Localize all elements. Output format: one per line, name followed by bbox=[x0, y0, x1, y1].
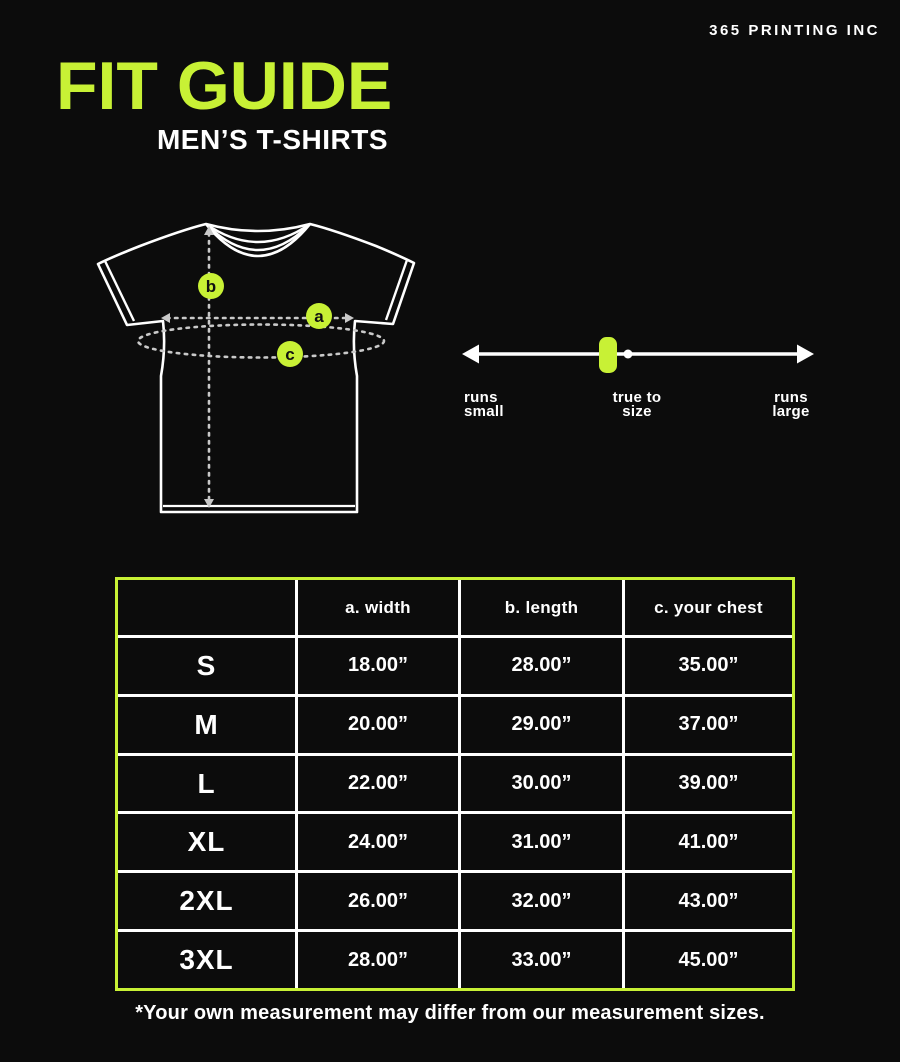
size-label: 3XL bbox=[118, 932, 295, 988]
length-value: 28.00” bbox=[461, 638, 622, 694]
fit-scale-dot bbox=[624, 350, 633, 359]
tshirt-diagram bbox=[78, 198, 430, 533]
size-chart-table bbox=[115, 577, 795, 991]
column-header-chest: c. your chest bbox=[625, 580, 792, 635]
width-value: 18.00” bbox=[298, 638, 458, 694]
width-value: 24.00” bbox=[298, 814, 458, 870]
measure-point-c-label: c bbox=[285, 345, 295, 364]
width-value: 20.00” bbox=[298, 697, 458, 753]
page-title: FIT GUIDE bbox=[56, 48, 393, 124]
chest-value: 39.00” bbox=[625, 756, 792, 812]
column-header-length: b. length bbox=[461, 580, 622, 635]
size-label: S bbox=[118, 638, 295, 694]
measure-ellipse-chest bbox=[138, 325, 384, 358]
size-label: M bbox=[118, 697, 295, 753]
size-label: L bbox=[118, 756, 295, 812]
width-value: 26.00” bbox=[298, 873, 458, 929]
length-value: 29.00” bbox=[461, 697, 622, 753]
fit-scale-marker bbox=[599, 337, 617, 373]
chest-value: 41.00” bbox=[625, 814, 792, 870]
chest-value: 45.00” bbox=[625, 932, 792, 988]
size-label: 2XL bbox=[118, 873, 295, 929]
measurement-disclaimer: *Your own measurement may differ from our measurement sizes. bbox=[135, 1002, 765, 1024]
corner-cell bbox=[118, 580, 295, 635]
size-label: XL bbox=[118, 814, 295, 870]
chest-value: 35.00” bbox=[625, 638, 792, 694]
length-value: 32.00” bbox=[461, 873, 622, 929]
scale-label-runs-large: runs large bbox=[772, 389, 810, 420]
column-header-width: a. width bbox=[298, 580, 458, 635]
collar-arc-middle bbox=[208, 226, 308, 250]
length-value: 33.00” bbox=[461, 932, 622, 988]
width-value: 22.00” bbox=[298, 756, 458, 812]
width-value: 28.00” bbox=[298, 932, 458, 988]
length-value: 30.00” bbox=[461, 756, 622, 812]
brand-name: 365 PRINTING INC bbox=[709, 22, 880, 39]
chest-value: 43.00” bbox=[625, 873, 792, 929]
fit-scale bbox=[448, 330, 828, 380]
fit-scale-arrow-left bbox=[462, 345, 479, 364]
scale-label-runs-small: runs small bbox=[464, 389, 504, 420]
length-value: 31.00” bbox=[461, 814, 622, 870]
width-arrow-right bbox=[345, 313, 354, 323]
scale-label-true-to-size: true to size bbox=[612, 389, 662, 420]
fit-scale-arrow-right bbox=[797, 345, 814, 364]
page-subtitle: MEN’S T-SHIRTS bbox=[156, 124, 388, 155]
measure-point-b-label: b bbox=[205, 277, 217, 296]
tshirt-outline bbox=[98, 224, 414, 512]
chest-value: 37.00” bbox=[625, 697, 792, 753]
measure-point-a-label: a bbox=[314, 307, 324, 326]
